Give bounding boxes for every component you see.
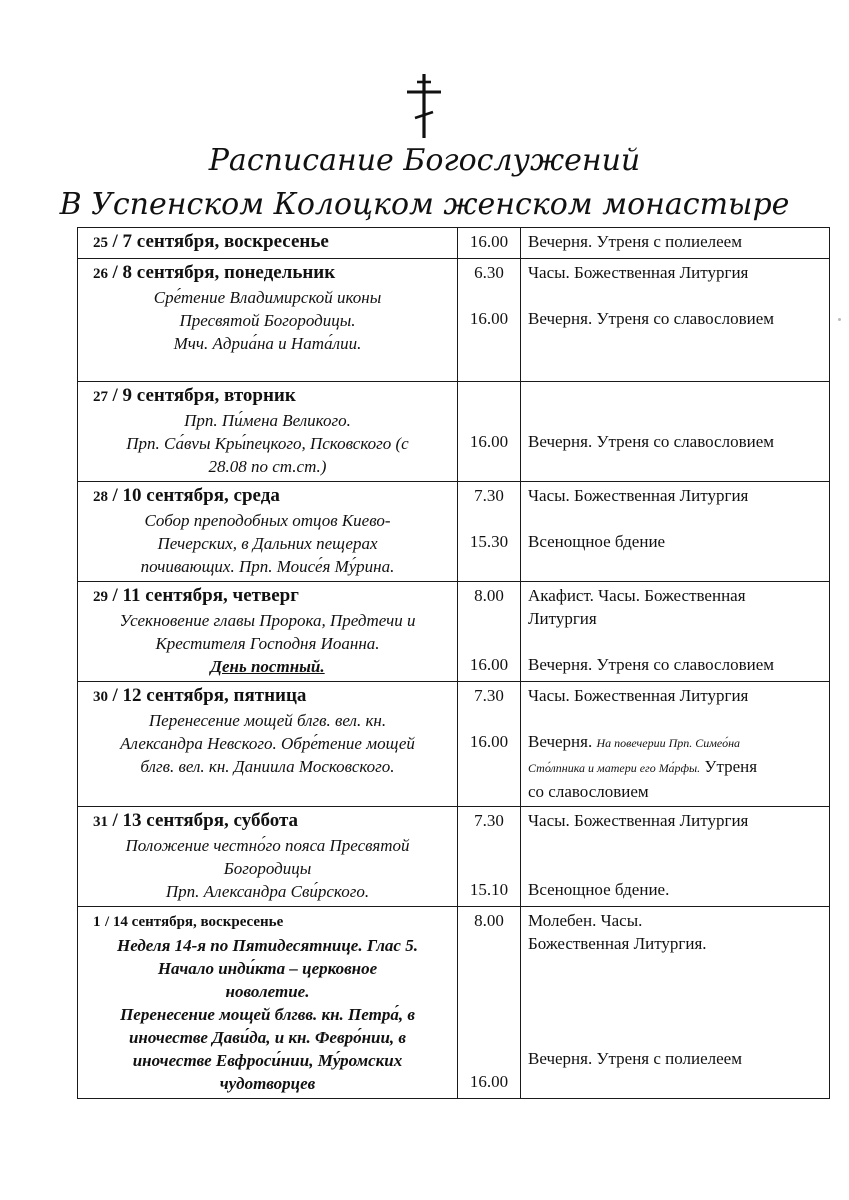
service-name: Вечерня. На повечерии Прп. Симео́на [528,732,741,751]
service-name: Божественная Литургия. [528,934,707,953]
service-time: 15.30 [469,532,509,551]
service-time: 16.00 [469,655,509,674]
feast-line: чудотворцев [219,1074,316,1093]
feast-line: Положение честно́го пояса Пресвятой [125,836,410,855]
service-name: Часы. Божественная Литургия [528,686,749,705]
row-date: 29 / 11 сентября, четверг [93,585,299,606]
scan-speck [838,318,841,321]
service-name: Вечерня. Утреня со славословием [528,432,775,451]
service-name: Часы. Божественная Литургия [528,263,749,282]
service-name: Вечерня. Утреня с полиелеем [528,1049,742,1068]
service-name: Часы. Божественная Литургия [528,811,749,830]
feast-line: Мчч. Адриа́на и Ната́лии. [173,334,362,353]
service-time: 8.00 [474,586,504,605]
feast-line: иночестве Дави́да, и кн. Февро́нии, в [128,1028,407,1047]
feast-line: Сре́тение Владимирской иконы [153,288,382,307]
row-date: 31 / 13 сентября, суббота [93,810,299,831]
service-name: Вечерня. Утреня со славословием [528,655,775,674]
service-time: 16.00 [469,1072,509,1091]
row-date: 25 / 7 сентября, воскресенье [93,231,329,252]
row-date: 28 / 10 сентября, среда [93,485,280,506]
table-row [78,482,830,582]
row-date: 30 / 12 сентября, пятница [93,685,307,706]
table-row [78,807,830,907]
feast-line: блгв. вел. кн. Даниила Московского. [140,757,395,776]
table-row [78,682,830,807]
feast-line: новолетие. [225,982,310,1001]
table-row [78,582,830,682]
service-name: со славословием [528,782,649,801]
service-time: 7.30 [474,811,504,830]
service-name: Всенощное бдение [528,532,666,551]
feast-line: Неделя 14-я по Пятидесятнице. Глас 5. [117,936,418,955]
service-name: Литургия [528,609,597,628]
service-name: Акафист. Часы. Божественная [528,586,746,605]
service-name: Вечерня. Утреня с полиелеем [528,232,742,251]
fast-day-note: День постный. [210,657,325,676]
service-time: 15.10 [469,880,509,899]
row-date: 27 / 9 сентября, вторник [93,385,296,406]
row-date: 26 / 8 сентября, понедельник [93,262,336,283]
service-time: 16.00 [469,309,509,328]
feast-line: Крестителя Господня Иоанна. [155,634,380,653]
feast-line: Прп. Са́вvы Кры́пецкого, Псковского (с [126,434,409,453]
feast-line: Усекновение главы Пророка, Предтечи и [119,611,416,630]
service-name: Вечерня. Утреня со славословием [528,309,775,328]
service-time: 8.00 [474,911,504,930]
feast-line: Перенесение мощей блгв. вел. кн. [148,711,387,730]
service-name: Молебен. Часы. [528,911,643,930]
service-time: 7.30 [474,686,504,705]
row-date: 1 / 14 сентября, воскресенье [93,914,284,930]
page-subtitle: В Успенском Колоцком женском монастыре [59,187,790,222]
service-name: Часы. Божественная Литургия [528,486,749,505]
service-time: 6.30 [474,263,504,282]
feast-line: почивающих. Прп. Моисе́я Му́рина. [140,557,395,576]
service-time: 7.30 [474,486,504,505]
service-name: Всенощное бдение. [528,880,670,899]
service-time: 16.00 [469,432,509,451]
feast-line: 28.08 по ст.ст.) [208,457,327,476]
feast-line: Пресвятой Богородицы. [179,311,356,330]
table-row [78,907,830,1099]
feast-line: Александра Невского. Обре́тение мощей [120,734,415,753]
feast-line: иночестве Евфроси́нии, Му́ромских [132,1051,403,1070]
feast-line: Печерских, в Дальних пещерах [157,534,378,553]
service-time: 16.00 [469,232,509,251]
feast-line: Богородицы [223,859,312,878]
feast-line: Прп. Пи́мена Великого. [184,411,351,430]
feast-line: Прп. Александра Сви́рского. [165,882,370,901]
table-row [78,382,830,482]
table-row [78,259,830,382]
feast-line: Собор преподобных отцов Киево- [144,511,391,530]
service-time: 16.00 [469,732,509,751]
feast-line: Начало инди́кта – церковное [157,959,378,978]
page-title: Расписание Богослужений [208,143,641,178]
feast-line: Перенесение мощей блгвв. кн. Петра́, в [120,1005,415,1024]
service-name: Сто́лпника и матери его Ма́рфы. Утреня [528,757,758,776]
table-row [78,228,830,259]
orthodox-cross-icon [400,72,448,144]
schedule-table [77,227,830,1099]
